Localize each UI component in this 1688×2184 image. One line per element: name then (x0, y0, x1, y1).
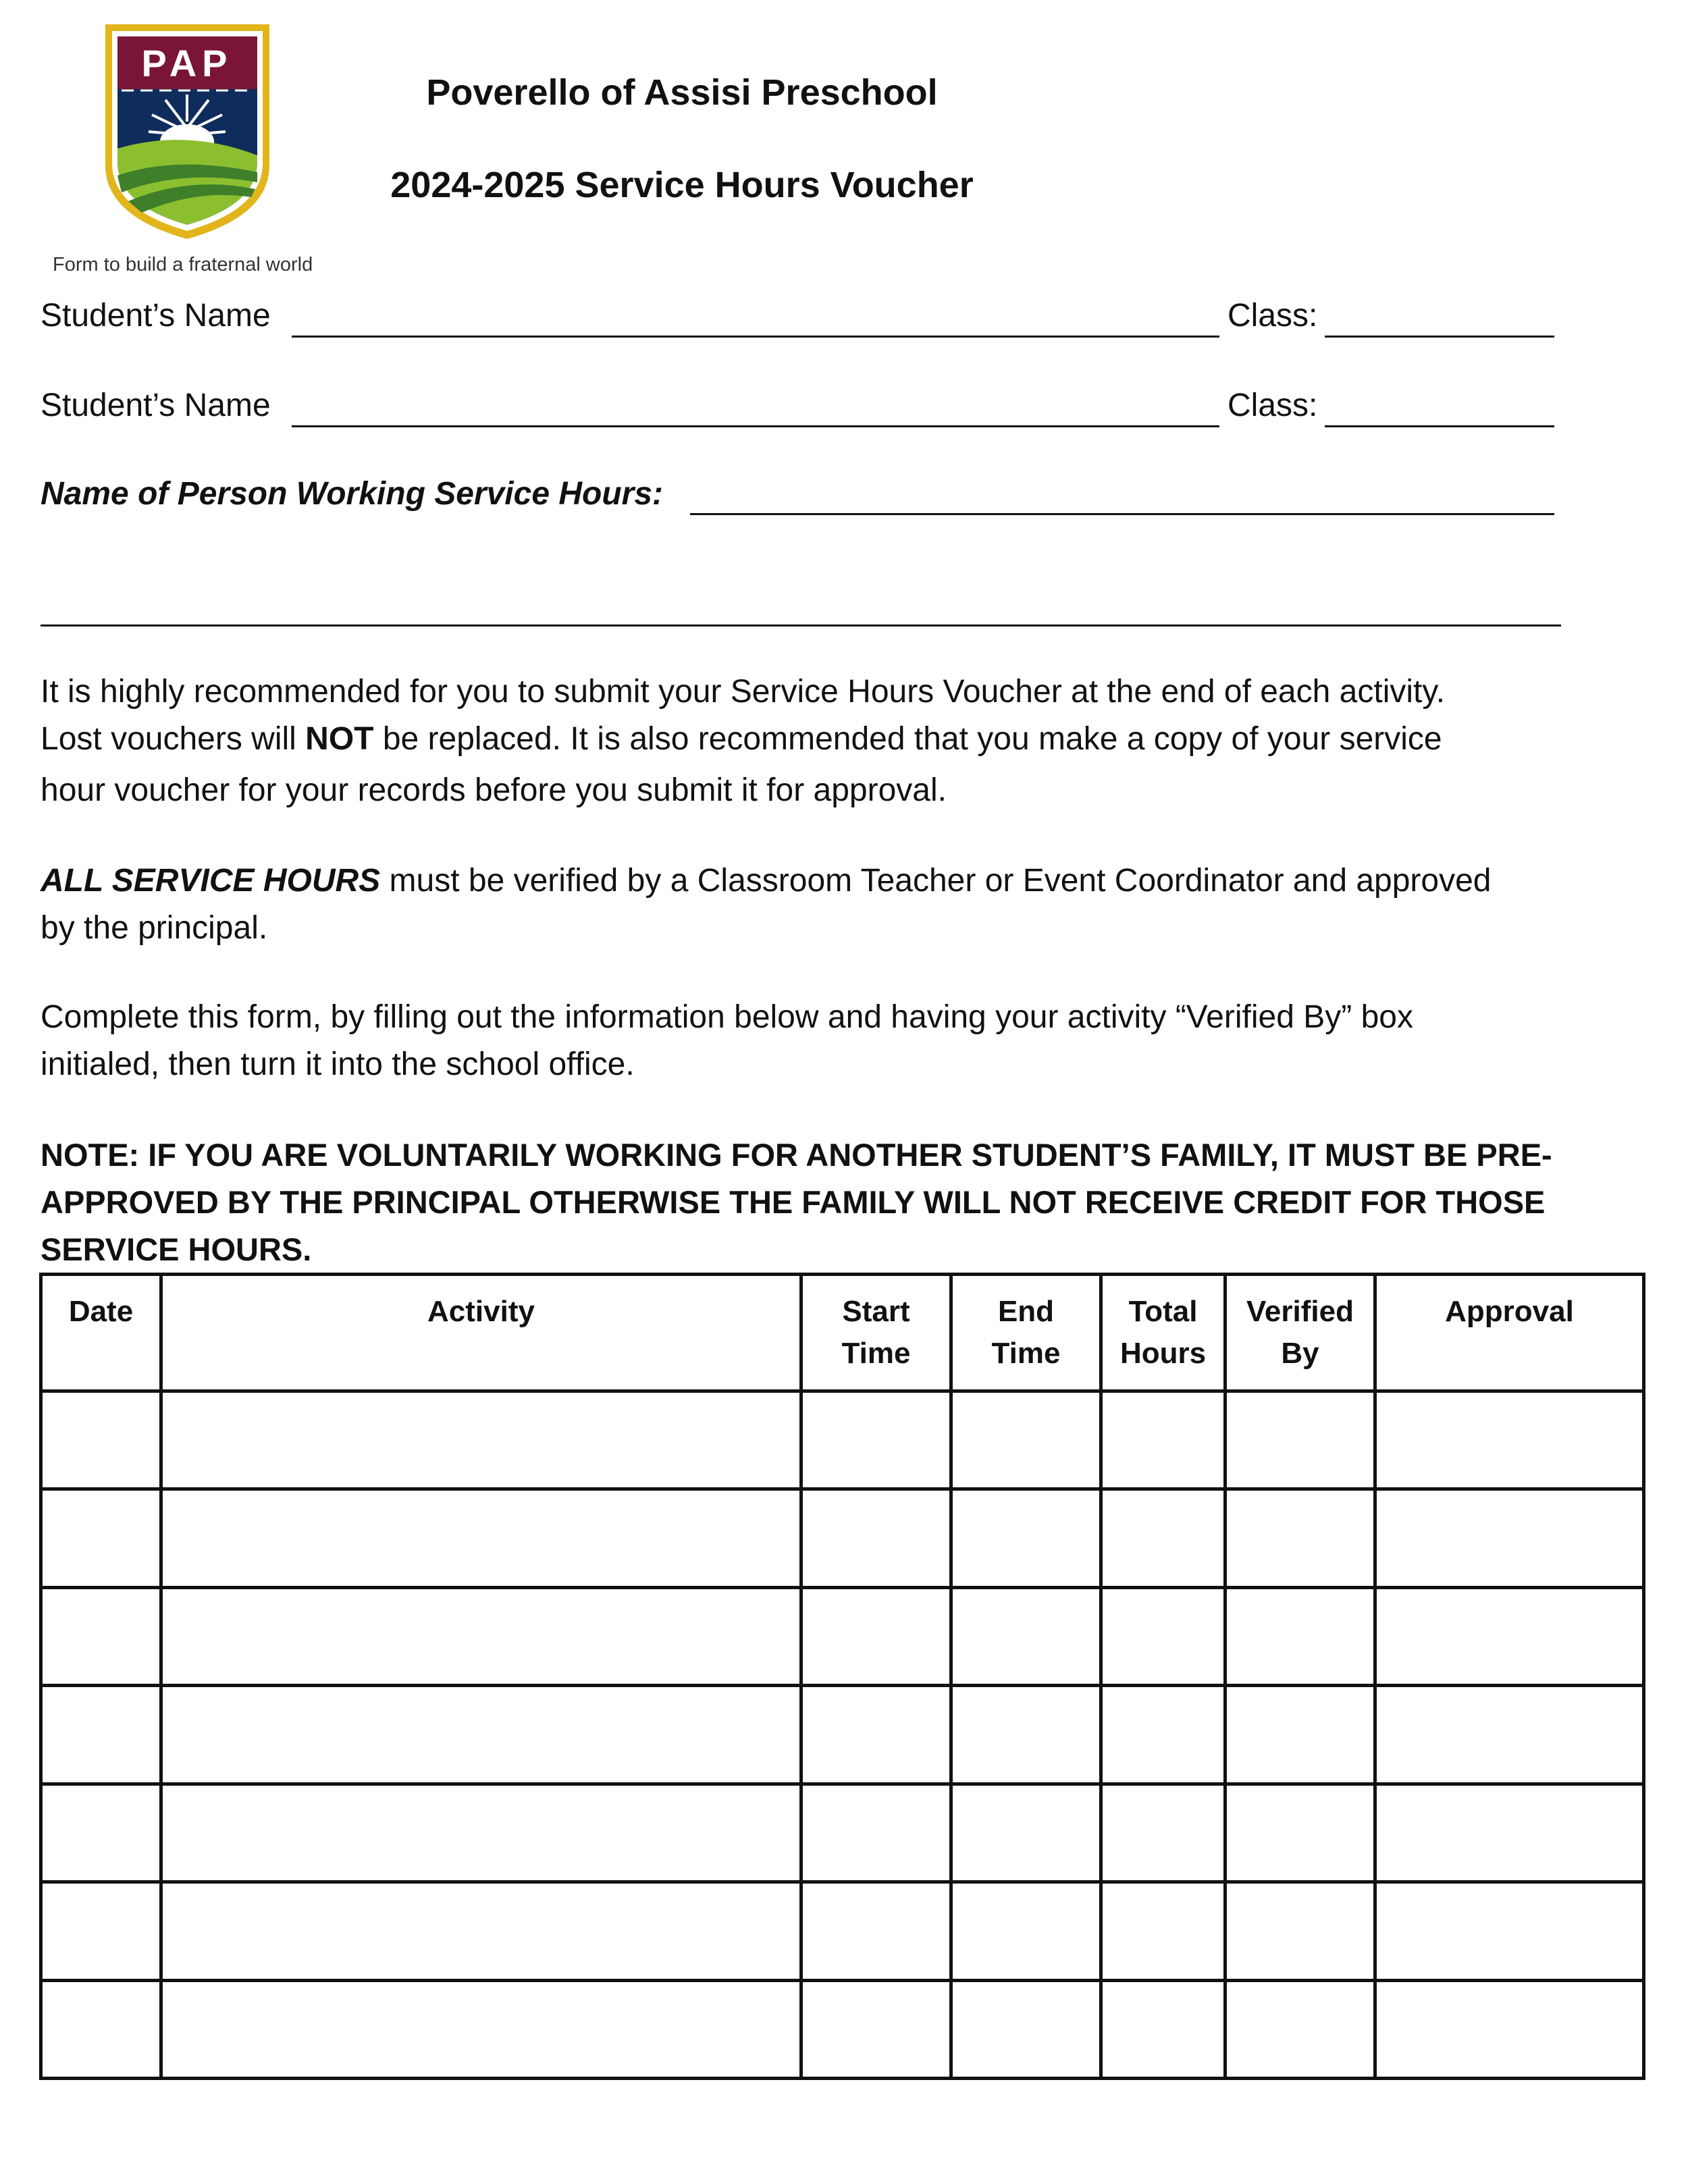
table-row (41, 1587, 1644, 1685)
verified-header-line-1: Verified (1246, 1295, 1354, 1328)
p1-line-3: hour voucher for your records before you submit it for approval. (41, 772, 947, 808)
table-row (41, 1391, 1644, 1489)
logo-text: PAP (141, 42, 233, 84)
p3-line-1: Complete this form, by filling out the information below and having your activity “Verified By” box (41, 999, 1413, 1035)
activity-cell[interactable] (161, 1391, 801, 1489)
class-label-1: Class: (1228, 298, 1318, 334)
start-header-line-2: Time (841, 1337, 911, 1370)
tagline: Form to build a fraternal world (53, 254, 313, 275)
verified-by-cell[interactable] (1225, 1784, 1375, 1882)
end-header-line-1: End (997, 1295, 1055, 1328)
p1-line-2 (41, 716, 1607, 763)
col-header-date (41, 1275, 161, 1391)
note-line-2: APPROVED BY THE PRINCIPAL OTHERWISE THE FAMILY WILL NOT RECEIVE CREDIT FOR THOSE (41, 1184, 1546, 1220)
activity-cell[interactable] (161, 1587, 801, 1685)
note-paragraph (41, 1131, 1607, 1273)
note-line-1: NOTE: IF YOU ARE VOLUNTARILY WORKING FOR ANOTHER STUDENT’S FAMILY, IT MUST BE PRE- (41, 1137, 1552, 1173)
total-hours-cell[interactable] (1101, 1489, 1225, 1587)
verified-by-cell[interactable] (1225, 1882, 1375, 1980)
student-name-label-1: Student’s Name (41, 298, 271, 334)
col-header-total-hours (1101, 1275, 1225, 1391)
approval-cell[interactable] (1375, 1391, 1644, 1489)
date-cell[interactable] (41, 1587, 161, 1685)
end-time-cell[interactable] (951, 1784, 1101, 1882)
activity-cell[interactable] (161, 1784, 801, 1882)
total-hours-cell[interactable] (1101, 1882, 1225, 1980)
class-label-2: Class: (1228, 388, 1318, 423)
p3-line-2: initialed, then turn it into the school office. (41, 1046, 635, 1082)
verified-by-cell[interactable] (1225, 1489, 1375, 1587)
instructions-paragraph-2 (41, 857, 1607, 952)
start-time-cell[interactable] (801, 1489, 951, 1587)
note-line-3: SERVICE HOURS. (41, 1231, 312, 1267)
col-header-approval (1375, 1275, 1644, 1391)
end-time-cell[interactable] (951, 1686, 1101, 1784)
instructions-paragraph-3 (41, 994, 1607, 1088)
approval-cell[interactable] (1375, 1587, 1644, 1685)
p2-text: must be verified by a Classroom Teacher or Event Coordinator and approved (380, 863, 1492, 899)
start-time-cell[interactable] (801, 1980, 951, 2078)
p1-text-cont: be replaced. It is also recommended that you make a copy of your service (373, 721, 1442, 757)
start-time-cell[interactable] (801, 1784, 951, 1882)
date-cell[interactable] (41, 1784, 161, 1882)
student-name-field-2[interactable] (292, 425, 1219, 427)
col-header-activity (161, 1275, 801, 1391)
date-cell[interactable] (41, 1882, 161, 1980)
end-time-cell[interactable] (951, 1391, 1101, 1489)
start-header-line-1: Start (842, 1295, 910, 1328)
end-time-cell[interactable] (951, 1980, 1101, 2078)
person-working-label: Name of Person Working Service Hours: (41, 476, 664, 512)
col-header-start-time (801, 1275, 951, 1391)
approval-header-text: Approval (1445, 1295, 1574, 1328)
approval-cell[interactable] (1375, 1686, 1644, 1784)
total-hours-cell[interactable] (1101, 1587, 1225, 1685)
total-hours-cell[interactable] (1101, 1686, 1225, 1784)
class-field-2[interactable] (1325, 425, 1554, 427)
p2-line-1 (41, 857, 1607, 905)
activity-cell[interactable] (161, 1489, 801, 1587)
col-header-verified-by (1225, 1275, 1375, 1391)
school-name: Poverello of Assisi Preschool (426, 72, 938, 113)
end-header-line-2: Time (991, 1337, 1061, 1370)
table-header-row (41, 1275, 1644, 1391)
p2-line-2: by the principal. (41, 910, 268, 946)
start-time-cell[interactable] (801, 1686, 951, 1784)
activity-cell[interactable] (161, 1686, 801, 1784)
form-title: 2024-2025 Service Hours Voucher (390, 165, 974, 205)
table-row (41, 1882, 1644, 1980)
p1-line-1: It is highly recommended for you to submit your Service Hours Voucher at the end of each activity. (41, 674, 1446, 710)
date-cell[interactable] (41, 1980, 161, 2078)
instructions-paragraph-1 (41, 668, 1607, 814)
activity-cell[interactable] (161, 1980, 801, 2078)
col-header-end-time (951, 1275, 1101, 1391)
verified-by-cell[interactable] (1225, 1686, 1375, 1784)
total-hours-cell[interactable] (1101, 1980, 1225, 2078)
service-hours-table (39, 1273, 1645, 2080)
verified-header-line-2: By (1281, 1337, 1319, 1370)
start-time-cell[interactable] (801, 1391, 951, 1489)
table-row (41, 1980, 1644, 2078)
approval-cell[interactable] (1375, 1882, 1644, 1980)
p1-text: Lost vouchers will (41, 721, 306, 757)
verified-by-cell[interactable] (1225, 1587, 1375, 1685)
student-name-label-2: Student’s Name (41, 388, 271, 423)
verified-by-cell[interactable] (1225, 1391, 1375, 1489)
total-header-line-1: Total (1128, 1295, 1198, 1328)
end-time-cell[interactable] (951, 1587, 1101, 1685)
date-header-text: Date (68, 1295, 134, 1328)
approval-cell[interactable] (1375, 1784, 1644, 1882)
table-row (41, 1686, 1644, 1784)
table-row (41, 1784, 1644, 1882)
total-hours-cell[interactable] (1101, 1784, 1225, 1882)
activity-header-text: Activity (427, 1295, 535, 1328)
date-cell[interactable] (41, 1686, 161, 1784)
end-time-cell[interactable] (951, 1882, 1101, 1980)
class-field-1[interactable] (1325, 336, 1554, 338)
activity-cell[interactable] (161, 1882, 801, 1980)
approval-cell[interactable] (1375, 1489, 1644, 1587)
p2-bold: ALL SERVICE HOURS (41, 863, 381, 899)
approval-cell[interactable] (1375, 1980, 1644, 2078)
total-header-line-2: Hours (1119, 1337, 1207, 1370)
date-cell[interactable] (41, 1391, 161, 1489)
table-row (41, 1489, 1644, 1587)
start-time-cell[interactable] (801, 1587, 951, 1685)
person-working-field-continued[interactable] (41, 624, 1561, 627)
person-working-field[interactable] (690, 513, 1554, 515)
school-logo (101, 20, 273, 243)
end-time-cell[interactable] (951, 1489, 1101, 1587)
p1-bold-not: NOT (305, 721, 374, 757)
date-cell[interactable] (41, 1489, 161, 1587)
student-name-field-1[interactable] (292, 336, 1219, 338)
total-hours-cell[interactable] (1101, 1391, 1225, 1489)
verified-by-cell[interactable] (1225, 1980, 1375, 2078)
start-time-cell[interactable] (801, 1882, 951, 1980)
